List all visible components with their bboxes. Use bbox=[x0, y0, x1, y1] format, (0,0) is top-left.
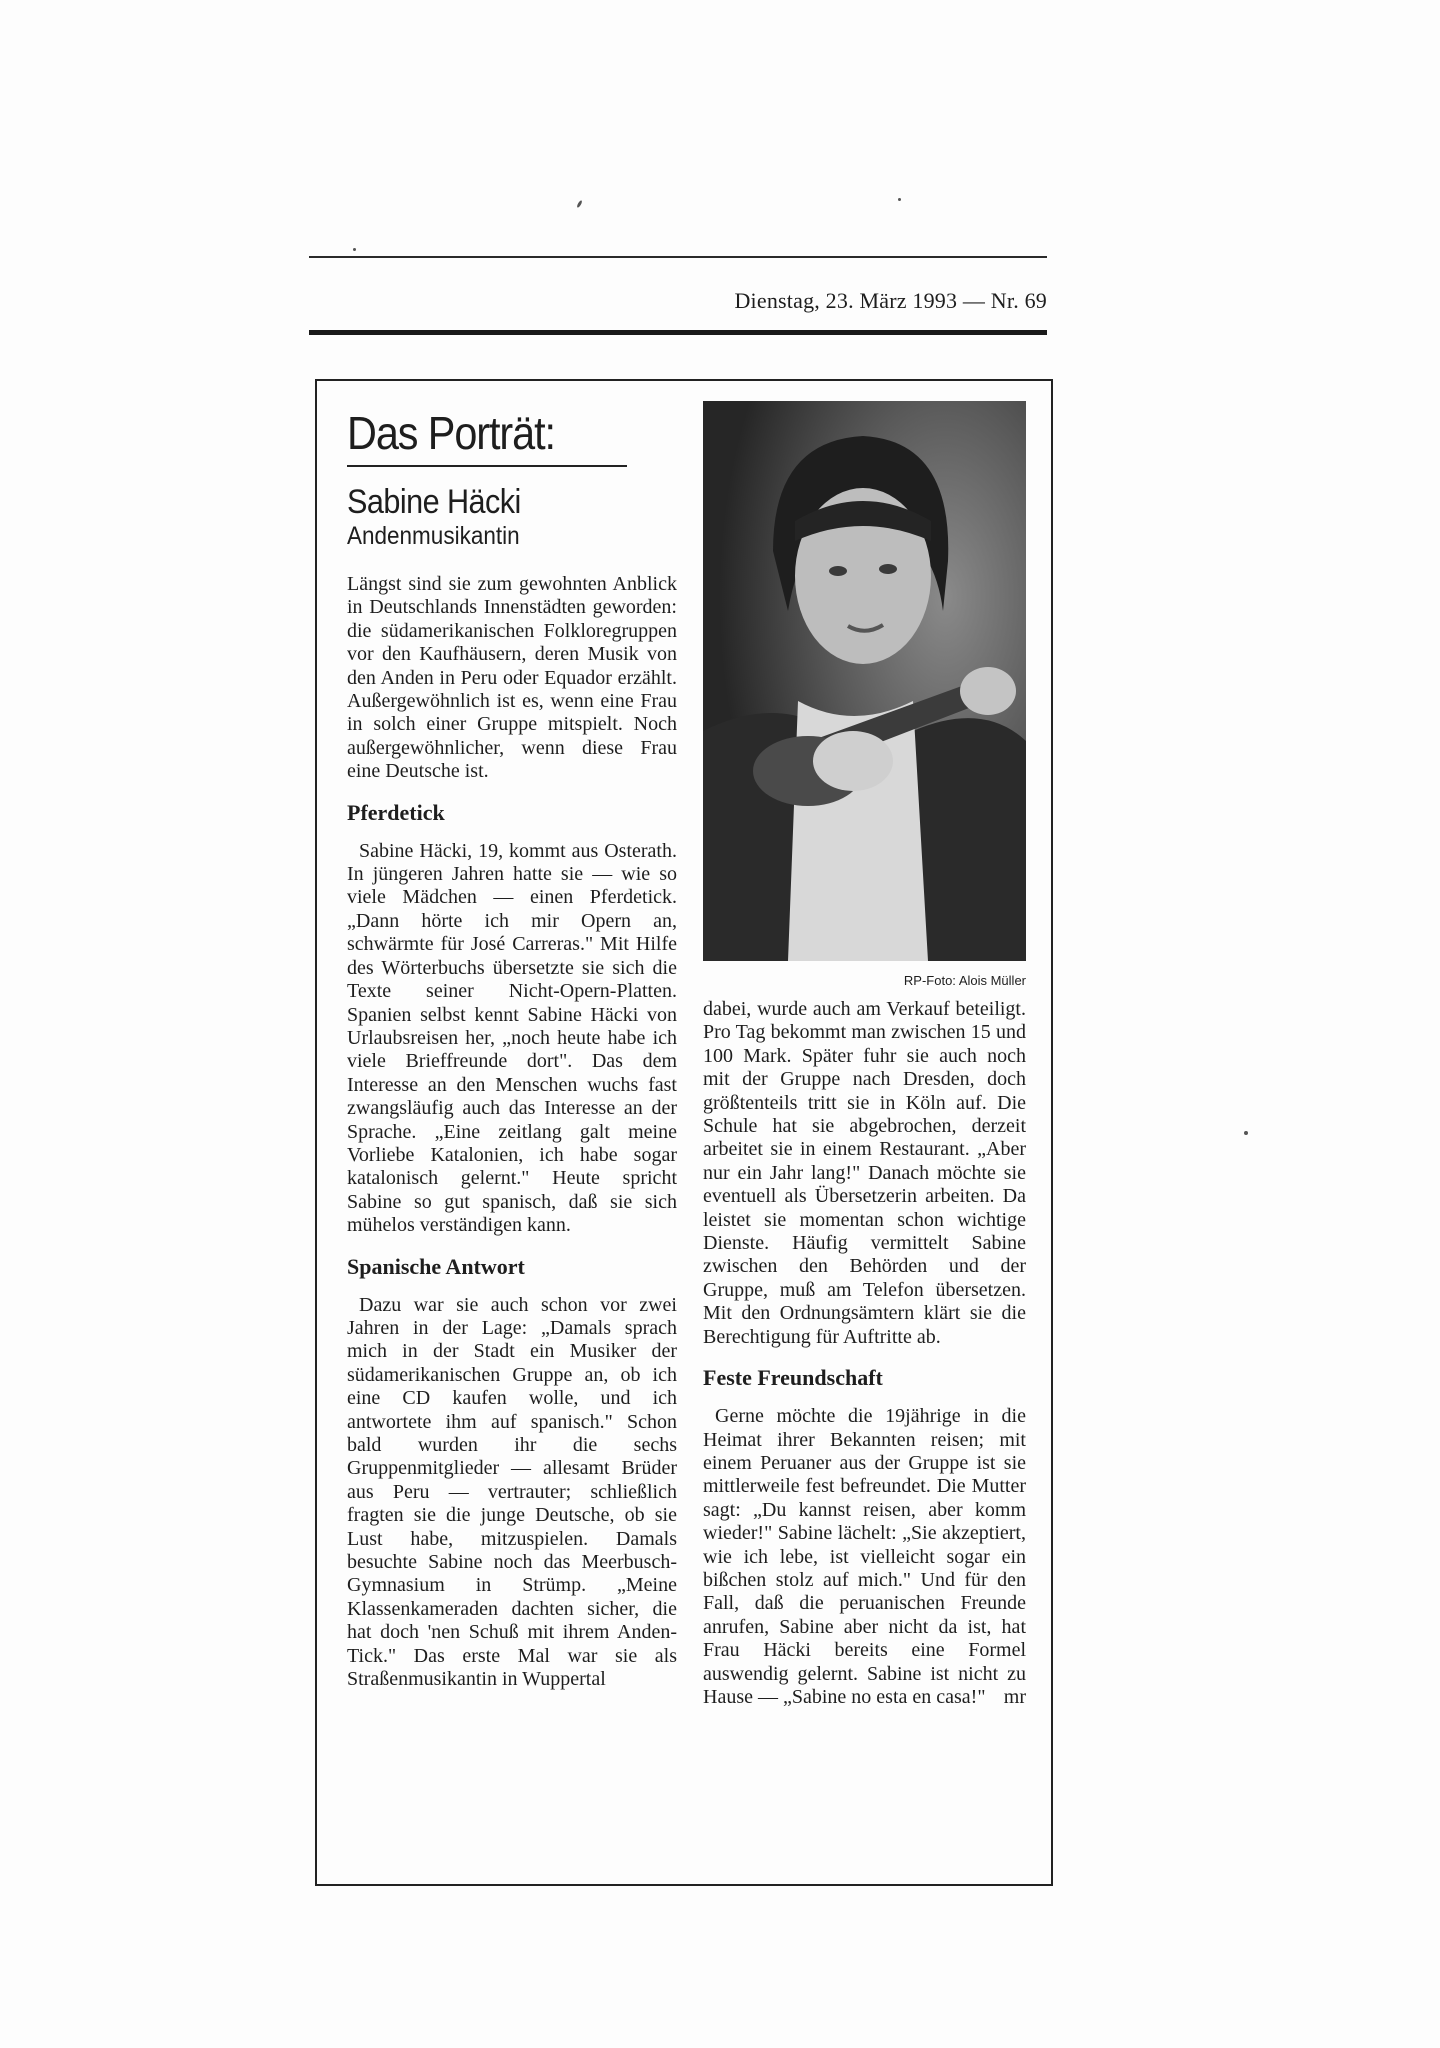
scan-speck bbox=[898, 198, 901, 201]
article-column-right bbox=[703, 401, 1026, 1709]
article-column-left bbox=[347, 407, 677, 1691]
photo-credit: RP-Foto: Alois Müller bbox=[903, 973, 1026, 988]
portrait-photo-illustration bbox=[703, 401, 1026, 961]
scan-speck bbox=[1244, 1131, 1248, 1135]
masthead-top-rule bbox=[309, 256, 1047, 258]
author-initials: mr bbox=[1003, 1685, 1026, 1708]
paragraph-feste-freundschaft bbox=[703, 1405, 1026, 1709]
article-frame bbox=[315, 379, 1053, 1886]
dateline: Dienstag, 23. März 1993 — Nr. 69 bbox=[734, 288, 1047, 313]
title-underline bbox=[347, 465, 627, 467]
masthead-bottom-rule bbox=[309, 330, 1047, 335]
portrait-name: Sabine Häcki bbox=[347, 483, 521, 521]
subheading-spanische-antwort: Spanische Antwort bbox=[347, 1253, 525, 1279]
final-paragraph-text: Gerne möchte die 19jährige in die Heimat ihrer Bekannten reisen; mit einem Peruaner aus der Gruppe ist sie mittlerweile fest befreundet. Die Mutter sagt: „Du kannst reisen, aber komm wieder!" Sabine lächelt: „Sie akzeptiert, wie ich lebe, ist vielleicht sogar ein bißchen stolz auf mich." Und für den Fall, daß die peruanischen Freunde anrufen, Sabine aber nicht da ist, hat Frau Häcki bereits eine Formel auswendig gelernt. Sabine ist nicht zu Hause — „Sabine no esta en casa!" bbox=[703, 1405, 1026, 1708]
intro-paragraph: Längst sind sie zum gewohnten Anblick in Deutschlands Innenstädten geworden: die südamerikanischen Folkloregruppen vor den Kaufhäusern, deren Musik von den Anden in Peru oder Equador erzählt. Außergewöhnlich ist es, wenn eine Frau in solch einer Gruppe mitspielt. Noch außergewöhnlicher, wenn diese Frau eine Deutsche ist. bbox=[347, 573, 677, 783]
paragraph-spanische-antwort: Dazu war sie auch schon vor zwei Jahren in der Lage: „Damals sprach mich in der Stadt ein Musiker der südamerikanischen Gruppe an, ob ich eine CD kaufen wolle, und ich antwortete ihm auf spanisch." Schon bald wurden ihr die sechs Gruppenmitglieder — allesamt Brüder aus Peru — vertrauter; schließlich fragten sie die junge Deutsche, ob sie Lust habe, mitzuspielen. Damals besuchte Sabine noch das Meerbusch-Gymnasium in Strümp. „Meine Klassenkameraden dachten sicher, die hat doch 'nen Schuß mit ihrem Anden-Tick." Das erste Mal war sie als Straßenmusikantin in Wuppertal bbox=[347, 1293, 677, 1691]
subheading-feste-freundschaft: Feste Freundschaft bbox=[703, 1365, 883, 1391]
portrait-role: Andenmusikantin bbox=[347, 522, 520, 550]
portrait-photo bbox=[703, 401, 1026, 961]
paragraph-continuation: dabei, wurde auch am Verkauf beteiligt. Pro Tag bekommt man zwischen 15 und 100 Mark. Später fuhr sie auch noch mit der Gruppe nach Dresden, doch größtenteils tritt sie in Köln auf. Die Schule hat sie abgebrochen, derzeit arbeitet sie in einem Restaurant. „Aber nur ein Jahr lang!" Danach möchte sie eventuell als Übersetzerin arbeiten. Da leistet sie momentan schon wichtige Dienste. Häufig vermittelt Sabine zwischen den Behörden und der Gruppe, muß am Telefon übersetzen. Mit den Ordnungsämtern klärt sie die Berechtigung für Auftritte ab. bbox=[703, 998, 1026, 1348]
subheading-pferdetick: Pferdetick bbox=[347, 799, 445, 825]
paragraph-pferdetick: Sabine Häcki, 19, kommt aus Osterath. In jüngeren Jahren hatte sie — wie so viele Mädchen — einen Pferdetick. „Dann hörte ich mir Opern an, schwärmte für José Carreras." Mit Hilfe des Wörterbuchs übersetzte sie sich die Texte seiner Nicht-Opern-Platten. Spanien selbst kennt Sabine Häcki von Urlaubsreisen her, „noch heute habe ich viele Brieffreunde dort". Das dem Interesse an den Menschen wuchs fast zwangsläufig auch das Interesse an der Sprache. „Eine zeitlang galt meine Vorliebe Katalonien, ich habe sogar katalonisch gelernt." Heute spricht Sabine so gut spanisch, daß sie sich mühelos verständigen kann. bbox=[347, 839, 677, 1237]
scan-speck bbox=[576, 200, 583, 208]
scan-speck bbox=[353, 248, 356, 251]
section-title: Das Porträt: bbox=[347, 407, 555, 459]
